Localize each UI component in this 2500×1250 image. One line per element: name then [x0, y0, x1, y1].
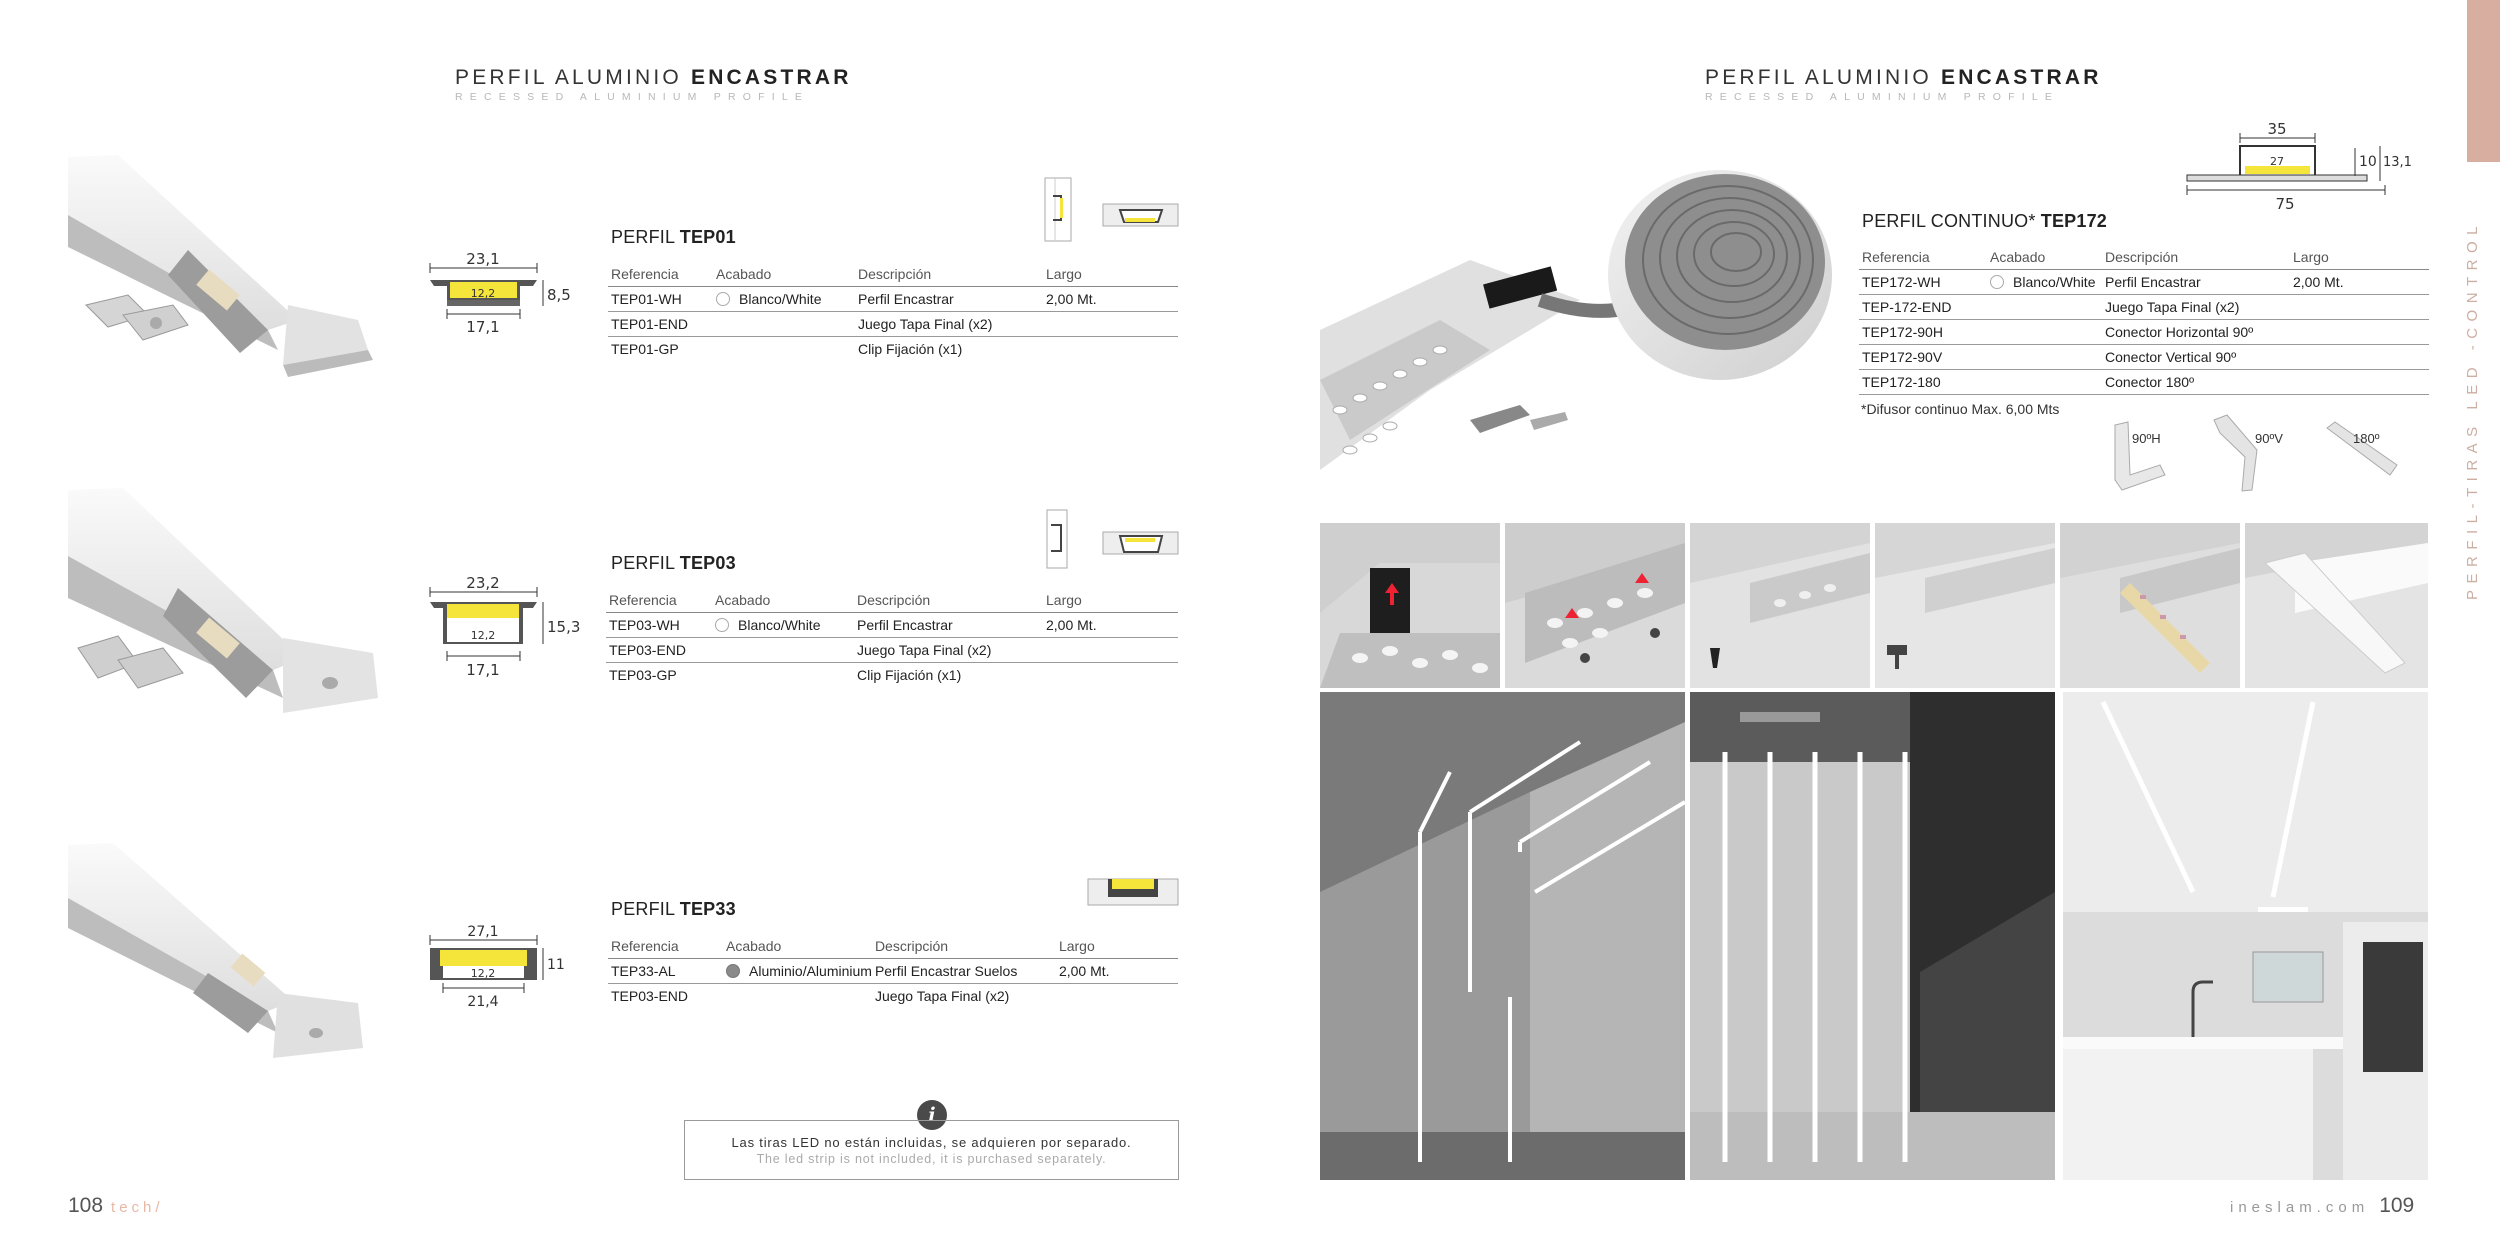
col-header-desc: Descripción: [872, 934, 1056, 958]
tep172-dimension-drawing: [2185, 120, 2412, 215]
tep03-install-icons: [1045, 510, 1180, 570]
left-page-number: 108: [68, 1194, 104, 1217]
col-header-length: Largo: [1043, 262, 1178, 286]
col-header-length: Largo: [2290, 245, 2429, 269]
tep33-title: PERFIL TEP33: [611, 899, 736, 919]
tep01-product-photo: [68, 155, 374, 380]
tep33-dim-inner: 12,2: [470, 967, 496, 980]
tep03-dim-top: 23,2: [466, 574, 500, 592]
note-text-es: Las tiras LED no están incluidas, se adquieren por separado.: [731, 1135, 1132, 1150]
tep03-title: PERFIL TEP03: [611, 553, 736, 573]
col-header-length: Largo: [1056, 934, 1178, 958]
right-header-title: PERFIL ALUMINIO ENCASTRAR: [1705, 66, 2102, 89]
tep03-dim-height: 15,3: [547, 618, 581, 636]
tep03-dimension-drawing: [425, 572, 580, 687]
info-icon: i: [917, 1100, 947, 1130]
table-row: TEP03-WH Blanco/White Perfil Encastrar 2,00 Mt.: [606, 612, 1178, 637]
right-page-number: 109: [2379, 1194, 2415, 1217]
tep33-dim-height: 11: [547, 957, 565, 973]
connector-180-label: 180º: [2353, 431, 2380, 446]
install-step-5-photo: [2060, 523, 2240, 688]
ambient-kitchen-photo: [2063, 692, 2428, 1180]
tep172-dim-top: 35: [2267, 120, 2287, 138]
tep33-product-photo: [68, 843, 368, 1068]
left-page-footer: [68, 1194, 164, 1218]
right-page-footer: [2230, 1194, 2414, 1218]
left-header-subtitle: RECESSED ALUMINIUM PROFILE: [455, 91, 810, 103]
tep172-dim-h1: 10: [2359, 154, 2377, 170]
tep03-dim-inner: 12,2: [470, 629, 496, 642]
tep01-dim-bottom: 17,1: [466, 318, 500, 336]
install-step-2-photo: [1505, 523, 1685, 688]
connector-90v-image: [2212, 415, 2267, 495]
left-page-header: [455, 66, 852, 103]
tep33-install-icon: [1088, 875, 1180, 907]
tep01-dimension-drawing: [425, 248, 580, 348]
tep33-spec-table: [608, 934, 1178, 1008]
col-header-finish: Acabado: [1987, 245, 2102, 269]
tep01-install-icons: [1045, 178, 1180, 243]
col-header-finish: Acabado: [723, 934, 872, 958]
tep01-title: PERFIL TEP01: [611, 227, 736, 247]
install-step-4-photo: [1875, 523, 2055, 688]
tep03-spec-table: [606, 588, 1178, 687]
note-text-en: The led strip is not included, it is purchased separately.: [756, 1152, 1107, 1166]
table-row: TEP-172-END Juego Tapa Final (x2): [1859, 294, 2429, 319]
install-step-3-photo: [1690, 523, 1870, 688]
col-header-ref: Referencia: [608, 262, 713, 286]
ambient-wall-photo: [1320, 692, 1685, 1180]
install-step-1-photo: [1320, 523, 1500, 688]
tep172-dim-h2: 13,1: [2383, 155, 2412, 170]
tep172-title: PERFIL CONTINUO* TEP172: [1862, 211, 2108, 231]
col-header-ref: Referencia: [606, 588, 712, 612]
col-header-desc: Descripción: [855, 262, 1043, 286]
tep172-dim-inner: 27: [2270, 155, 2284, 168]
led-strip-note: [684, 1120, 1179, 1180]
tep01-dim-top: 23,1: [466, 250, 500, 268]
table-row: TEP172-WH Blanco/White Perfil Encastrar 2,00 Mt.: [1859, 269, 2429, 294]
tep172-footnote: *Difusor continuo Max. 6,00 Mts: [1861, 401, 2060, 417]
table-row: TEP01-GP Clip Fijación (x1): [611, 340, 963, 357]
connector-180-image: [2325, 420, 2400, 480]
tep03-dim-bottom: 17,1: [466, 661, 500, 679]
col-header-ref: Referencia: [1859, 245, 1987, 269]
left-header-title: PERFIL ALUMINIO ENCASTRAR: [455, 66, 852, 89]
left-footer-brand: tech/: [111, 1199, 164, 1216]
white-finish-swatch: [715, 618, 729, 632]
tep01-spec-table: [608, 262, 1178, 361]
ambient-hallway-photo: [1690, 692, 2055, 1180]
tep172-product-photo: [1320, 150, 1840, 480]
col-header-finish: Acabado: [713, 262, 855, 286]
tep33-dimension-drawing: [425, 920, 580, 1020]
col-header-ref: Referencia: [608, 934, 723, 958]
col-header-length: Largo: [1043, 588, 1178, 612]
table-row: TEP172-90H Conector Horizontal 90º: [1859, 319, 2429, 344]
tep33-dim-bottom: 21,4: [467, 994, 499, 1010]
connector-90h-label: 90ºH: [2132, 431, 2161, 446]
right-page-header: [1705, 66, 2102, 103]
table-row: TEP172-180 Conector 180º: [1859, 369, 2429, 394]
tep03-product-photo: [68, 488, 378, 728]
right-footer-brand: ineslam.com: [2230, 1199, 2370, 1216]
tep01-dim-height: 8,5: [547, 286, 571, 304]
table-row: TEP03-END Juego Tapa Final (x2): [606, 637, 1178, 662]
connector-90v-label: 90ºV: [2255, 431, 2283, 446]
table-row: TEP33-AL Aluminio/Aluminium Perfil Encastrar Suelos 2,00 Mt.: [608, 958, 1178, 983]
section-color-tab: [2467, 0, 2500, 162]
tep172-dim-bottom: 75: [2275, 195, 2295, 213]
side-section-label: PERFIL-TIRAS LED -CONTROL: [2464, 219, 2481, 600]
aluminium-finish-swatch: [726, 964, 740, 978]
tep01-dim-inner: 12,2: [470, 287, 496, 300]
right-header-subtitle: RECESSED ALUMINIUM PROFILE: [1705, 91, 2060, 103]
col-header-desc: Descripción: [854, 588, 1043, 612]
table-row: TEP03-GP Clip Fijación (x1): [609, 666, 962, 683]
col-header-desc: Descripción: [2102, 245, 2290, 269]
tep172-spec-table: [1859, 245, 2429, 395]
table-row: TEP172-90V Conector Vertical 90º: [1859, 344, 2429, 369]
tep33-dim-top: 27,1: [467, 924, 499, 940]
white-finish-swatch: [1990, 275, 2004, 289]
table-row: TEP03-END Juego Tapa Final (x2): [611, 987, 1010, 1004]
white-finish-swatch: [716, 292, 730, 306]
table-row: TEP01-WH Blanco/White Perfil Encastrar 2,00 Mt.: [608, 286, 1178, 311]
table-row: TEP01-END Juego Tapa Final (x2): [608, 311, 1178, 336]
install-step-6-photo: [2245, 523, 2428, 688]
col-header-finish: Acabado: [712, 588, 854, 612]
